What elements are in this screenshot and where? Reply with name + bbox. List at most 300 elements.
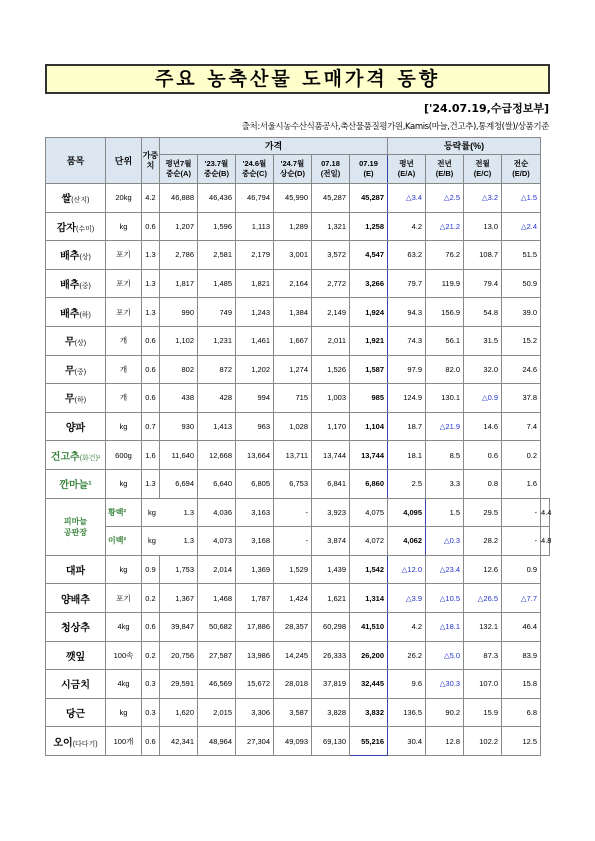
- item-name: [46, 269, 106, 298]
- table-row: [46, 584, 550, 613]
- table-row: [46, 355, 550, 384]
- price-value: 1,369: [236, 555, 274, 584]
- item-weight: 0.2: [142, 641, 160, 670]
- price-current: 4,095: [388, 498, 426, 527]
- price-current: 4,062: [388, 527, 426, 556]
- price-value: 6,841: [312, 469, 350, 498]
- change-value: △21.9: [426, 412, 464, 441]
- item-weight: 0.9: [142, 555, 160, 584]
- change-value: 37.8: [502, 384, 541, 413]
- change-value: △3.9: [388, 584, 426, 613]
- price-value: 1,289: [274, 212, 312, 241]
- price-value: 994: [236, 384, 274, 413]
- price-current: 3,832: [350, 698, 388, 727]
- price-value: 46,436: [198, 184, 236, 213]
- price-current: 1,258: [350, 212, 388, 241]
- header-price-col: 평년7월 중순(A): [160, 155, 198, 184]
- change-value: 26.2: [388, 641, 426, 670]
- change-value: 156.9: [426, 298, 464, 327]
- price-value: 1,028: [274, 412, 312, 441]
- item-name-text: 양파: [65, 423, 86, 435]
- item-name-text: 배추: [60, 280, 80, 292]
- change-value: 4.8: [541, 527, 550, 556]
- table-row: [46, 384, 550, 413]
- price-value: 1,667: [274, 326, 312, 355]
- price-value: 4,036: [198, 498, 236, 527]
- table-row: [46, 469, 550, 498]
- change-value: 82.0: [426, 355, 464, 384]
- price-value: 6,753: [274, 469, 312, 498]
- change-value: 12.6: [464, 555, 502, 584]
- price-current: 55,216: [350, 727, 388, 756]
- item-name: [46, 641, 106, 670]
- price-current: 26,200: [350, 641, 388, 670]
- item-name-text: 배추: [60, 308, 80, 320]
- change-value: 12.8: [426, 727, 464, 756]
- table-row: [46, 184, 550, 213]
- price-current: 3,266: [350, 269, 388, 298]
- change-value: △3.2: [464, 184, 502, 213]
- price-value: 1,207: [160, 212, 198, 241]
- item-unit: kg: [106, 469, 142, 498]
- price-current: 6,860: [350, 469, 388, 498]
- item-weight: 0.6: [142, 355, 160, 384]
- price-value: 49,093: [274, 727, 312, 756]
- table-row: [46, 412, 550, 441]
- price-value: 1,413: [198, 412, 236, 441]
- price-value: 13,744: [312, 441, 350, 470]
- item-unit-text: kg: [148, 536, 156, 546]
- change-value: △2.5: [426, 184, 464, 213]
- price-value: 2,149: [312, 298, 350, 327]
- price-current: 1,921: [350, 326, 388, 355]
- price-current: 41,510: [350, 612, 388, 641]
- item-unit: 포기: [106, 269, 142, 298]
- item-name-text: 시금치: [61, 680, 90, 692]
- change-value: 54.8: [464, 298, 502, 327]
- change-value: △0.9: [464, 384, 502, 413]
- price-value: 1,821: [236, 269, 274, 298]
- change-value: 4.2: [388, 612, 426, 641]
- item-grade: (하): [74, 397, 87, 405]
- price-value: 4,073: [198, 527, 236, 556]
- change-value: 32.0: [464, 355, 502, 384]
- change-value: 76.2: [426, 241, 464, 270]
- change-value: 0.6: [464, 441, 502, 470]
- header-price-col: '23.7월 중순(B): [198, 155, 236, 184]
- change-value: 124.9: [388, 384, 426, 413]
- table-row: [46, 527, 550, 556]
- price-value: 42,341: [160, 727, 198, 756]
- change-value: △10.5: [426, 584, 464, 613]
- price-value: 6,805: [236, 469, 274, 498]
- item-weight: 1.6: [142, 441, 160, 470]
- header-price-col: 07.18 (전일): [312, 155, 350, 184]
- item-name-text: 감자: [56, 222, 77, 234]
- price-value: 60,298: [312, 612, 350, 641]
- header-change: 등락률(%): [388, 138, 541, 155]
- item-grade: (산지): [71, 197, 90, 205]
- price-value: 749: [198, 298, 236, 327]
- change-value: 0.2: [502, 441, 541, 470]
- change-value: 7.4: [502, 412, 541, 441]
- price-value: 4,072: [350, 527, 388, 556]
- change-value: 18.7: [388, 412, 426, 441]
- header-weight: 가중치: [142, 138, 160, 184]
- header-change-col: 평년 (E/A): [388, 155, 426, 184]
- change-value: 132.1: [464, 612, 502, 641]
- item-grade: (화건)¹: [79, 454, 101, 462]
- price-value: 1,367: [160, 584, 198, 613]
- price-value: 6,640: [198, 469, 236, 498]
- price-value: 3,168: [236, 527, 274, 556]
- item-unit: [142, 527, 198, 556]
- item-weight: 1.3: [183, 507, 194, 517]
- change-value: 39.0: [502, 298, 541, 327]
- change-value: 31.5: [464, 326, 502, 355]
- price-value: 2,772: [312, 269, 350, 298]
- header-change-col: 전년 (E/B): [426, 155, 464, 184]
- item-weight: 0.6: [142, 326, 160, 355]
- price-current: 1,587: [350, 355, 388, 384]
- item-name-text: 무: [64, 365, 75, 377]
- item-weight: 0.3: [142, 670, 160, 699]
- price-value: 1,620: [160, 698, 198, 727]
- item-unit: 포기: [106, 298, 142, 327]
- change-value: 130.1: [426, 384, 464, 413]
- change-value: 51.5: [502, 241, 541, 270]
- item-weight: 1.3: [142, 241, 160, 270]
- item-name: [46, 184, 106, 213]
- price-value: 1,113: [236, 212, 274, 241]
- change-value: 87.3: [464, 641, 502, 670]
- price-value: 963: [236, 412, 274, 441]
- change-value: 97.9: [388, 355, 426, 384]
- price-value: 1,424: [274, 584, 312, 613]
- change-value: △30.3: [426, 670, 464, 699]
- price-value: 930: [160, 412, 198, 441]
- item-unit: 개: [106, 355, 142, 384]
- change-value: △21.2: [426, 212, 464, 241]
- price-value: 3,874: [312, 527, 350, 556]
- table-row: [46, 612, 550, 641]
- change-value: △2.4: [502, 212, 541, 241]
- change-value: 12.5: [502, 727, 541, 756]
- item-unit: kg: [106, 698, 142, 727]
- table-row: [46, 241, 550, 270]
- header-price-col: '24.6월 중순(C): [236, 155, 274, 184]
- item-name-text: 쌀: [61, 194, 72, 206]
- change-value: 0.9: [502, 555, 541, 584]
- price-value: 6,694: [160, 469, 198, 498]
- change-value: △23.4: [426, 555, 464, 584]
- price-value: 1,753: [160, 555, 198, 584]
- change-value: 6.8: [502, 698, 541, 727]
- item-grade: (중): [79, 283, 91, 291]
- change-value: 50.9: [502, 269, 541, 298]
- date-line: ['24.07.19,수급정보부]: [423, 102, 549, 115]
- change-value: △7.7: [502, 584, 541, 613]
- change-value: 24.6: [502, 355, 541, 384]
- table-row: [46, 727, 550, 756]
- price-table: [45, 137, 550, 756]
- change-value: -: [502, 498, 541, 527]
- change-value: 136.5: [388, 698, 426, 727]
- price-value: 13,664: [236, 441, 274, 470]
- price-value: 2,581: [198, 241, 236, 270]
- change-value: 14.6: [464, 412, 502, 441]
- item-name-text: 무: [64, 394, 75, 406]
- change-value: △5.0: [426, 641, 464, 670]
- item-weight: 0.6: [142, 212, 160, 241]
- garlic-group-label: 피마늘 공판장: [46, 498, 106, 555]
- change-value: 46.4: [502, 612, 541, 641]
- price-value: 50,682: [198, 612, 236, 641]
- item-name-text: 당근: [65, 708, 86, 720]
- price-value: 1,461: [236, 326, 274, 355]
- price-value: 1,102: [160, 326, 198, 355]
- item-name-text: 청상추: [61, 623, 90, 635]
- price-current: 32,445: [350, 670, 388, 699]
- price-value: 29,591: [160, 670, 198, 699]
- item-name: [46, 584, 106, 613]
- item-unit: 개: [106, 326, 142, 355]
- price-value: 15,672: [236, 670, 274, 699]
- item-weight: 1.3: [142, 298, 160, 327]
- change-value: 63.2: [388, 241, 426, 270]
- price-value: -: [274, 498, 312, 527]
- table-row: [46, 498, 550, 527]
- item-name: [46, 326, 106, 355]
- item-weight: 0.6: [142, 727, 160, 756]
- change-value: △12.0: [388, 555, 426, 584]
- price-value: 715: [274, 384, 312, 413]
- item-name-text: 오이: [53, 737, 73, 749]
- item-unit: 포기: [106, 584, 142, 613]
- change-value: △3.4: [388, 184, 426, 213]
- change-value: 8.5: [426, 441, 464, 470]
- price-value: 1,621: [312, 584, 350, 613]
- price-value: 802: [160, 355, 198, 384]
- change-value: △1.5: [502, 184, 541, 213]
- item-name: [46, 555, 106, 584]
- price-value: 48,964: [198, 727, 236, 756]
- price-value: 1,787: [236, 584, 274, 613]
- price-value: 1,274: [274, 355, 312, 384]
- item-weight: 4.2: [142, 184, 160, 213]
- header-price-col: 07.19 (E): [350, 155, 388, 184]
- item-unit: [142, 498, 198, 527]
- change-value: 102.2: [464, 727, 502, 756]
- price-value: 872: [198, 355, 236, 384]
- price-value: 1,231: [198, 326, 236, 355]
- price-value: 46,794: [236, 184, 274, 213]
- price-value: 438: [160, 384, 198, 413]
- price-value: 1,321: [312, 212, 350, 241]
- price-current: 1,542: [350, 555, 388, 584]
- price-value: 12,668: [198, 441, 236, 470]
- change-value: 107.0: [464, 670, 502, 699]
- change-value: 1.6: [502, 469, 541, 498]
- change-value: 15.2: [502, 326, 541, 355]
- price-value: 69,130: [312, 727, 350, 756]
- item-unit: kg: [106, 412, 142, 441]
- item-name-text: 양배추: [61, 594, 90, 606]
- change-value: 4.2: [388, 212, 426, 241]
- price-value: 45,990: [274, 184, 312, 213]
- change-value: 3.3: [426, 469, 464, 498]
- item-grade: (다다기): [72, 740, 98, 748]
- price-value: 2,179: [236, 241, 274, 270]
- table-row: [46, 441, 550, 470]
- change-value: 74.3: [388, 326, 426, 355]
- table-row: [46, 298, 550, 327]
- change-value: 9.6: [388, 670, 426, 699]
- item-unit: 600g: [106, 441, 142, 470]
- price-value: 20,756: [160, 641, 198, 670]
- item-name: [46, 355, 106, 384]
- item-name-text: 무: [64, 337, 75, 349]
- item-unit: 100개: [106, 727, 142, 756]
- item-unit: kg: [106, 212, 142, 241]
- change-value: 18.1: [388, 441, 426, 470]
- item-weight: 0.6: [142, 384, 160, 413]
- item-unit: 4kg: [106, 670, 142, 699]
- price-value: 3,587: [274, 698, 312, 727]
- header-change-col: 전월 (E/C): [464, 155, 502, 184]
- price-value: 3,001: [274, 241, 312, 270]
- price-value: 3,306: [236, 698, 274, 727]
- page-title: 주요 농축산물 도매가격 동향: [45, 64, 550, 94]
- price-value: 2,011: [312, 326, 350, 355]
- price-value: 2,164: [274, 269, 312, 298]
- price-value: 1,485: [198, 269, 236, 298]
- price-current: 1,924: [350, 298, 388, 327]
- garlic-sub-item: 이백²: [106, 527, 142, 556]
- price-value: 28,357: [274, 612, 312, 641]
- item-grade: (수미): [76, 225, 95, 233]
- price-value: 4,075: [350, 498, 388, 527]
- item-name: [46, 412, 106, 441]
- price-value: 2,786: [160, 241, 198, 270]
- item-unit: 20kg: [106, 184, 142, 213]
- price-current: 4,547: [350, 241, 388, 270]
- price-value: 46,888: [160, 184, 198, 213]
- price-current: 985: [350, 384, 388, 413]
- item-name-text: 건고추: [50, 451, 80, 463]
- price-value: 1,202: [236, 355, 274, 384]
- change-value: 1.5: [426, 498, 464, 527]
- price-value: 1,468: [198, 584, 236, 613]
- price-value: 11,640: [160, 441, 198, 470]
- item-name: [46, 384, 106, 413]
- garlic-sub-item: 황백²: [106, 498, 142, 527]
- item-name: [46, 441, 106, 470]
- price-current: 13,744: [350, 441, 388, 470]
- price-value: 26,333: [312, 641, 350, 670]
- price-value: 2,015: [198, 698, 236, 727]
- change-value: 15.9: [464, 698, 502, 727]
- price-value: 1,817: [160, 269, 198, 298]
- table-row: [46, 269, 550, 298]
- price-value: 46,569: [198, 670, 236, 699]
- price-value: 3,923: [312, 498, 350, 527]
- change-value: 108.7: [464, 241, 502, 270]
- item-unit: 포기: [106, 241, 142, 270]
- price-value: 1,439: [312, 555, 350, 584]
- price-value: 1,170: [312, 412, 350, 441]
- header-item: 품목: [46, 138, 106, 184]
- price-value: 1,243: [236, 298, 274, 327]
- change-value: 30.4: [388, 727, 426, 756]
- item-unit: 100속: [106, 641, 142, 670]
- price-current: 45,287: [350, 184, 388, 213]
- price-value: 3,828: [312, 698, 350, 727]
- change-value: △0.3: [426, 527, 464, 556]
- change-value: 13.0: [464, 212, 502, 241]
- change-value: 29.5: [464, 498, 502, 527]
- item-name: [46, 469, 106, 498]
- item-unit: 4kg: [106, 612, 142, 641]
- price-value: 17,886: [236, 612, 274, 641]
- price-current: 1,104: [350, 412, 388, 441]
- item-name: [46, 298, 106, 327]
- item-weight: 0.3: [142, 698, 160, 727]
- change-value: 2.5: [388, 469, 426, 498]
- change-value: 28.2: [464, 527, 502, 556]
- item-name-text: 대파: [65, 566, 86, 578]
- price-value: -: [274, 527, 312, 556]
- change-value: 94.3: [388, 298, 426, 327]
- price-value: 13,986: [236, 641, 274, 670]
- price-value: 39,847: [160, 612, 198, 641]
- price-value: 1,384: [274, 298, 312, 327]
- price-current: 1,314: [350, 584, 388, 613]
- change-value: 0.8: [464, 469, 502, 498]
- table-row: [46, 698, 550, 727]
- change-value: 83.9: [502, 641, 541, 670]
- price-value: 990: [160, 298, 198, 327]
- change-value: 79.4: [464, 269, 502, 298]
- item-name-text: 배추: [60, 251, 80, 263]
- item-grade: (하): [79, 311, 91, 319]
- price-value: 2,014: [198, 555, 236, 584]
- item-weight: 1.3: [142, 269, 160, 298]
- change-value: 119.9: [426, 269, 464, 298]
- price-value: 3,572: [312, 241, 350, 270]
- item-name: [46, 212, 106, 241]
- price-value: 428: [198, 384, 236, 413]
- item-weight: 1.3: [183, 536, 194, 546]
- change-value: 79.7: [388, 269, 426, 298]
- price-value: 27,304: [236, 727, 274, 756]
- item-grade: (중): [74, 368, 87, 376]
- item-name: [46, 727, 106, 756]
- change-value: 90.2: [426, 698, 464, 727]
- price-value: 13,711: [274, 441, 312, 470]
- change-value: △18.1: [426, 612, 464, 641]
- item-grade: (상): [79, 254, 91, 262]
- change-value: 4.4: [541, 498, 550, 527]
- header-change-col: 전순 (E/D): [502, 155, 541, 184]
- item-unit: 개: [106, 384, 142, 413]
- item-grade: (상): [74, 340, 87, 348]
- header-price-col: '24.7월 상순(D): [274, 155, 312, 184]
- table-row: [46, 326, 550, 355]
- header-price: 가격: [160, 138, 388, 155]
- change-value: 56.1: [426, 326, 464, 355]
- price-value: 27,587: [198, 641, 236, 670]
